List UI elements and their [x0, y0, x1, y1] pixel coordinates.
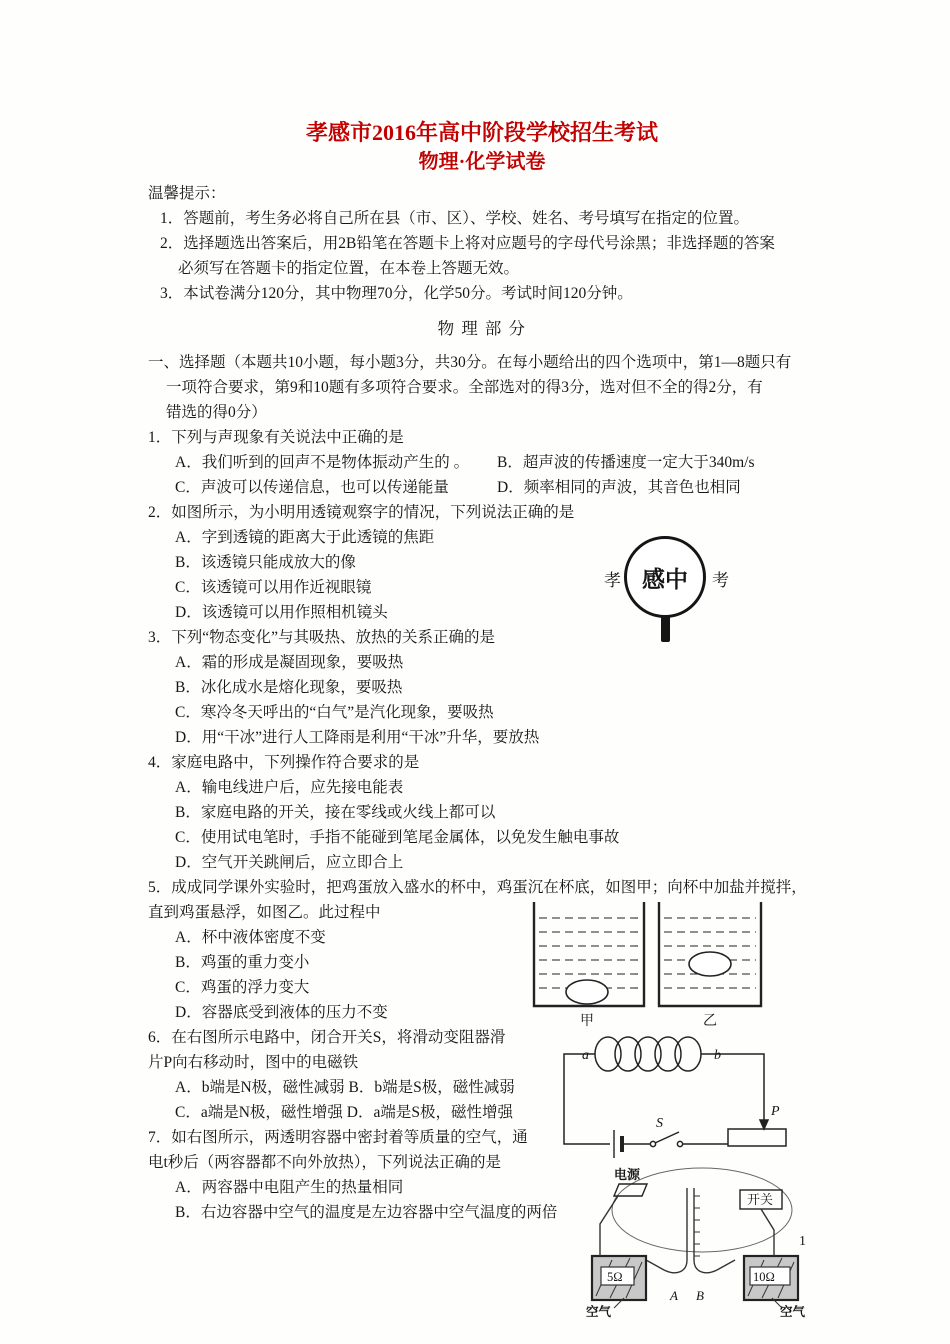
- question-2-option-b: B．该透镜只能成放大的像: [175, 554, 356, 571]
- right-wire: [701, 1054, 764, 1108]
- notice-item-1: 1．答题前，考生务必将自己所在县（市、区）、学校、姓名、考号填写在指定的位置。: [160, 210, 750, 227]
- question-7-option-b: B．右边容器中空气的温度是左边容器中空气温度的两倍: [175, 1204, 558, 1221]
- question-1-option-a: A．我们听到的回声不是物体振动产生的 。: [175, 454, 470, 471]
- question-2-option-c: C．该透镜可以用作近视眼镜: [175, 579, 372, 596]
- question-1-stem: 1．下列与声现象有关说法中正确的是: [148, 429, 404, 446]
- question-6-stem-line-1: 6．在右图所示电路中，闭合开关S，将滑动变阻器滑: [148, 1029, 506, 1046]
- power-wire: [600, 1196, 618, 1256]
- exam-subtitle: 物理·化学试卷: [418, 151, 546, 173]
- question-6-stem-line-2: 片P向右移动时，图中的电磁铁: [148, 1054, 359, 1071]
- question-6-options-ab: A．b端是N极，磁性减弱 B．b端是S极，磁性减弱: [175, 1079, 515, 1096]
- switch-lever: [655, 1132, 679, 1143]
- left-resistor-label: 5Ω: [607, 1270, 623, 1284]
- question-5-option-c: C．鸡蛋的浮力变大: [175, 979, 310, 996]
- heater-shapes: [592, 1168, 798, 1308]
- question-5-option-a: A．杯中液体密度不变: [175, 929, 326, 946]
- right-tube-arm: [694, 1260, 735, 1273]
- switch-contact: [677, 1141, 682, 1146]
- question-4-option-a: A．输电线进户后，应先接电能表: [175, 779, 404, 796]
- question-3-option-a: A．霜的形成是凝固现象，要吸热: [175, 654, 404, 671]
- question-2-stem: 2．如图所示，为小明用透镜观察字的情况，下列说法正确的是: [148, 504, 575, 521]
- notice-item-2-line-1: 2．选择题选出答案后，用2B铅笔在答题卡上将对应题号的字母代号涂黑；非选择题的答案: [160, 235, 775, 252]
- tube-b-label: B: [696, 1288, 704, 1303]
- switch-wire: [761, 1209, 774, 1256]
- slider-label: P: [771, 1104, 780, 1119]
- magnifier-left-character: 孝: [604, 571, 621, 590]
- question-1-option-b: B．超声波的传播速度一定大于340m/s: [497, 454, 755, 471]
- right-resistor-label: 10Ω: [753, 1270, 775, 1284]
- question-2-option-a: A．字到透镜的距离大于此透镜的焦距: [175, 529, 435, 546]
- magnifier-magnified-text: 感中: [642, 566, 688, 592]
- left-tube-arm: [646, 1260, 687, 1273]
- question-5-option-b: B．鸡蛋的重力变小: [175, 954, 310, 971]
- air-label-right: 空气: [780, 1305, 806, 1318]
- left-beaker-label: 甲: [580, 1014, 594, 1028]
- egg-beakers-drawing: [528, 898, 768, 1028]
- question-3-option-c: C．寒冷冬天呼出的“白气”是汽化现象，要吸热: [175, 704, 494, 721]
- switch-label: 开关: [747, 1192, 774, 1207]
- question-1-option-d: D．频率相同的声波，其音色也相同: [497, 479, 741, 496]
- egg-beakers-figure: [528, 898, 768, 1033]
- question-3-option-d: D．用“干冰”进行人工降雨是利用“干冰”升华，要放热: [175, 729, 540, 746]
- section-heading: 物 理 部 分: [437, 319, 527, 338]
- suspended-egg: [689, 952, 731, 976]
- magnifier-figure: [596, 536, 738, 646]
- question-7-stem-line-2: 电t秒后（两容器都不向外放热），下列说法正确的是: [148, 1154, 502, 1171]
- left-wire: [564, 1054, 610, 1144]
- instructions-line-2: 一项符合要求，第9和10题有多项符合要求。全部选对的得3分，选对但不全的得2分，有: [166, 379, 763, 396]
- magnifier-handle: [661, 616, 670, 642]
- question-5-option-d: D．容器底受到液体的压力不变: [175, 1004, 388, 1021]
- question-4-option-d: D．空气开关跳闸后，应立即合上: [175, 854, 404, 871]
- notice-item-2-line-2: 必须写在答题卡的指定位置，在本卷上答题无效。: [178, 260, 520, 277]
- notice-heading: 温馨提示：: [148, 185, 226, 202]
- question-4-option-c: C．使用试电笔时，手指不能碰到笔尾金属体，以免发生触电事故: [175, 829, 620, 846]
- coil-loop: [595, 1037, 621, 1071]
- question-2-option-d: D．该透镜可以用作照相机镜头: [175, 604, 388, 621]
- air-label-left: 空气: [586, 1305, 612, 1318]
- coil-terminal-a-label: a: [582, 1048, 589, 1063]
- question-7-stem-line-1: 7．如右图所示，两透明容器中密封着等质量的空气，通: [148, 1129, 528, 1146]
- page-number: 1: [799, 1234, 806, 1249]
- question-4-stem: 4．家庭电路中，下列操作符合要求的是: [148, 754, 420, 771]
- heater-drawing: [584, 1160, 812, 1318]
- electromagnet-circuit-figure: [556, 1028, 796, 1171]
- right-beaker-label: 乙: [703, 1014, 717, 1028]
- question-1-options-row-2: [148, 475, 816, 500]
- notice-item-3: 3．本试卷满分120分，其中物理70分，化学50分。考试时间120分钟。: [160, 285, 633, 302]
- switch-contact: [650, 1141, 655, 1146]
- power-supply-label: 电源: [614, 1167, 641, 1182]
- sealed-air-heater-figure: [584, 1160, 812, 1323]
- exam-title: 孝感市2016年高中阶段学校招生考试: [305, 120, 658, 145]
- instructions-line-1: 一、选择题（本题共10小题，每小题3分，共30分。在每小题给出的四个选项中，第1—8题只有: [148, 354, 792, 371]
- rheostat-body: [728, 1129, 786, 1146]
- question-6-options-cd: C．a端是N极，磁性增强 D．a端是S极，磁性增强: [175, 1104, 513, 1121]
- circuit-shapes: [564, 1037, 786, 1158]
- question-7-option-a: A．两容器中电阻产生的热量相同: [175, 1179, 404, 1196]
- circuit-drawing: [556, 1028, 796, 1166]
- question-3-stem: 3．下列“物态变化”与其吸热、放热的关系正确的是: [148, 629, 496, 646]
- question-5-stem-line-1: 5．成成同学课外实验时，把鸡蛋放入盛水的杯中，鸡蛋沉在杯底，如图甲；向杯中加盐并搅拌，: [148, 879, 807, 896]
- question-5-stem-line-2: 直到鸡蛋悬浮，如图乙。此过程中: [148, 904, 381, 921]
- coil-terminal-b-label: b: [714, 1048, 721, 1063]
- instructions-line-3: 错选的得0分）: [166, 404, 267, 421]
- question-4-option-b: B．家庭电路的开关，接在零线或火线上都可以: [175, 804, 496, 821]
- slider-arrow: [760, 1120, 768, 1129]
- question-3-option-b: B．冰化成水是熔化现象，要吸热: [175, 679, 403, 696]
- question-1-option-c: C．声波可以传递信息，也可以传递能量: [175, 479, 449, 496]
- magnifier-lens-circle: [624, 536, 706, 618]
- tube-a-label: A: [670, 1288, 678, 1303]
- beaker-shapes: [534, 902, 761, 1006]
- sunken-egg: [566, 980, 608, 1004]
- question-1-options-row-1: [148, 450, 816, 475]
- magnifier-right-character: 考: [712, 571, 729, 590]
- switch-label: S: [656, 1116, 663, 1131]
